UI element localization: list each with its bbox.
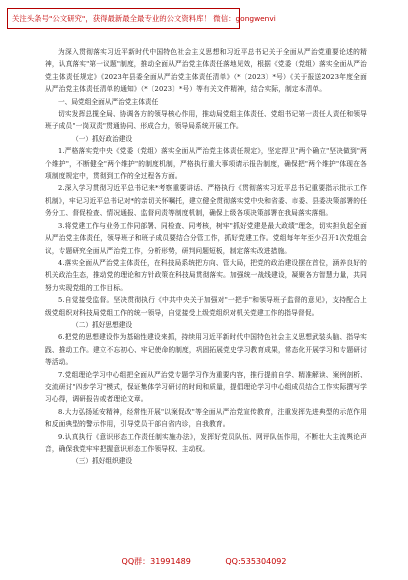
footer <box>0 556 408 567</box>
paragraph: 1.严格落实党中央《党委（党组）落实全面从严治党主体责任规定》，坚定捍卫"两个确立"坚决做到"两个维护"，不断健全"两个维护"的制度机制，严格执行重大事项请示报告制度，确保把"两个维护"体现在各项制度规定中，贯彻到工作的全过程各方面。 <box>45 147 367 181</box>
section-heading: （一）抓好政治建设 <box>72 134 133 143</box>
section-heading: （二）抓好思想建设 <box>72 320 133 329</box>
paragraph: 4.落实全面从严治党主体责任，在科技局系统把方向、管大局，把党的政治建设摆在首位，涵养良好的机关政治生态，推动党的理论和方针政策在科技局贯彻落实。加强统一战线建设，凝聚各方智慧力量，共同努力实现党组的工作目标。 <box>45 258 367 292</box>
paragraph: 为深入贯彻落实习近平新时代中国特色社会主义思想和习近平总书记关于全面从严治党重要论述的精神，认真落实"第一议题"制度，推动全面从严治党主体责任落地见效，根据《党委（党组）落实全面从严治党主体责任规定》《2023年县委全面从严治党主体责任清单》（*〔2023〕*号）《关于报送2023年度全面从严治党主体责任清单的通知》（*〔2023〕*号）等有关文件精神，结合实际，制定本清单。 <box>45 48 367 94</box>
footer-qq-group: QQ群：31991489 <box>121 557 191 566</box>
promo-banner-text: 关注头条号"公文研究"，获得最新最全最专业的公文资料库！ 微信：gongwenvi <box>12 14 276 23</box>
paragraph: 7.党组理论学习中心组把全面从严治党专题学习作为重要内容，推行提前自学、精准解读、案例剖析、交流研讨"四步学习"模式，保证集体学习研讨的时间和质量，提倡理论学习中心组成员结合工作实际撰写学习心得，调研报告或者理论文章。 <box>45 370 367 404</box>
section-heading: 一、局党组全面从严治党主体责任 <box>58 97 159 106</box>
section-heading: （三）抓好组织建设 <box>72 457 133 466</box>
footer-qq: QQ:535304092 <box>225 557 287 566</box>
promo-banner[interactable] <box>7 8 276 29</box>
paragraph: 8.大力弘扬延安精神，经常性开展"以案促改"等全面从严治党宣传教育，注重发挥先进典型的示范作用和反面典型的警示作用，引导党员干部自省内诊，自我教育。 <box>45 407 367 429</box>
paragraph: 2.深入学习贯彻习近平总书记来*考察重要讲话、严格执行《贯彻落实习近平总书记重要指示批示工作机制》，牢记习近平总书记对*的亲切关怀嘱托，建立健全贯彻落实党中央和省委、市委、县委决策部署的任务分工、督促检查、情况通报、监督问责等制度机制，确保上级各项决策部署在我局落实落细。 <box>45 184 367 218</box>
paragraph: 3.将党建工作与业务工作同部署、同检查、同考核，树牢"抓好党建是最大政绩"理念，切实担负起全面从严治党主体责任，领导班子和班子成员要结合分管工作，抓好党建工作。党组每年年至少召开1次党组会议，专题研究全面从严治党工作，分析形势，研判问题短板，制定落实改进措施。 <box>45 221 367 255</box>
paragraph: 5.自觉接受监督。坚决贯彻执行《中共中央关于加强对"一把手"和领导班子监督的意见》，支持配合上级党组织对科技局党组工作的统一领导，自觉接受上级党组织对机关党建工作的指导督促。 <box>45 296 367 317</box>
paragraph: 切实发挥总揽全局、协调各方的领导核心作用，推动局党组主体责任、党组书记第一责任人责任和领导班子成员"一岗双责"贯通协同、形成合力，领导局系统开展工作。 <box>45 110 367 131</box>
paragraph: 6.把党的思想建设作为基础性建设来抓，持续用习近平新时代中国特色社会主义思想武装头脑、指导实践、推动工作。建立不忘初心、牢记使命的制度，巩固拓展党史学习教育成果，常态化开展学习和专题研讨等活动。 <box>45 333 367 367</box>
paragraph: 9.认真执行《意识形态工作责任制实施办法》，发挥好党员队伍、网评队伍作用，不断壮大主流舆论声音，确保我党牢牢把握意识形态工作领导权、主动权。 <box>45 432 367 453</box>
document-body <box>45 46 367 468</box>
